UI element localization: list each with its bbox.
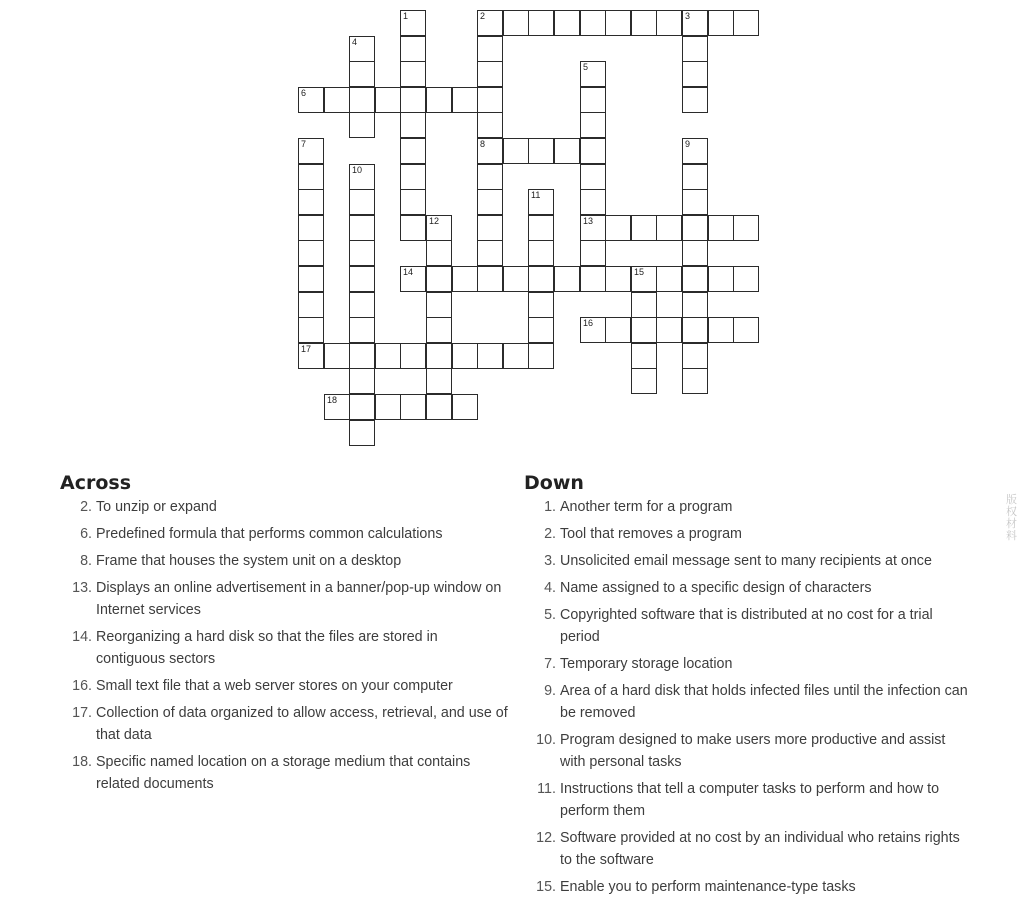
grid-cell[interactable] xyxy=(426,292,452,318)
grid-cell[interactable] xyxy=(324,343,350,369)
grid-cell[interactable] xyxy=(708,266,734,292)
grid-cell[interactable] xyxy=(349,61,375,87)
grid-cell[interactable] xyxy=(580,87,606,113)
grid-cell[interactable] xyxy=(580,138,606,164)
clue-number-label: 12 xyxy=(429,216,440,226)
grid-cell[interactable] xyxy=(528,343,554,369)
across-clue xyxy=(60,523,510,545)
down-clue xyxy=(524,729,969,773)
grid-cell[interactable] xyxy=(733,266,759,292)
grid-cell[interactable] xyxy=(426,394,452,420)
grid-cell[interactable] xyxy=(554,138,580,164)
down-clue-list xyxy=(524,496,969,903)
grid-cell[interactable] xyxy=(426,266,452,292)
grid-cell[interactable] xyxy=(477,343,503,369)
clue-number: 13. xyxy=(72,580,92,596)
clue-number: 8. xyxy=(80,553,92,569)
across-clue-list xyxy=(60,496,510,800)
grid-cell[interactable] xyxy=(682,266,708,292)
grid-cell[interactable] xyxy=(324,394,350,420)
clue-text: Collection of data organized to allow access, retrieval, and use of that data xyxy=(96,705,508,743)
grid-cell[interactable] xyxy=(528,10,554,36)
clue-number-label: 6 xyxy=(301,88,307,98)
grid-cell[interactable] xyxy=(503,266,529,292)
grid-cell[interactable] xyxy=(298,240,324,266)
grid-cell[interactable] xyxy=(682,292,708,318)
down-clue xyxy=(524,827,969,871)
grid-cell[interactable] xyxy=(426,240,452,266)
down-clue xyxy=(524,496,969,518)
grid-cell[interactable] xyxy=(580,317,606,343)
clue-text: Temporary storage location xyxy=(560,656,733,672)
grid-cell[interactable] xyxy=(605,215,631,241)
grid-cell[interactable] xyxy=(580,10,606,36)
clue-text: Unsolicited email message sent to many recipients at once xyxy=(560,553,932,569)
across-clue xyxy=(60,577,510,621)
grid-cell[interactable] xyxy=(477,87,503,113)
across-clue xyxy=(60,751,510,795)
grid-cell[interactable] xyxy=(477,36,503,62)
grid-cell[interactable] xyxy=(580,240,606,266)
grid-cell[interactable] xyxy=(298,343,324,369)
grid-cell[interactable] xyxy=(298,164,324,190)
down-clue xyxy=(524,778,969,822)
grid-cell[interactable] xyxy=(503,10,529,36)
grid-cell[interactable] xyxy=(400,10,426,36)
grid-cell[interactable] xyxy=(580,189,606,215)
clue-text: Instructions that tell a computer tasks to perform and how to perform them xyxy=(560,781,940,819)
grid-cell[interactable] xyxy=(528,240,554,266)
clue-number: 5. xyxy=(544,607,556,623)
clue-number-label: 13 xyxy=(583,216,594,226)
grid-cell[interactable] xyxy=(631,266,657,292)
clue-number: 1. xyxy=(544,499,556,515)
grid-cell[interactable] xyxy=(452,394,478,420)
grid-cell[interactable] xyxy=(477,215,503,241)
grid-cell[interactable] xyxy=(528,138,554,164)
grid-cell[interactable] xyxy=(682,61,708,87)
clue-text: Enable you to perform maintenance-type tasks xyxy=(560,879,856,895)
grid-cell[interactable] xyxy=(682,10,708,36)
grid-cell[interactable] xyxy=(298,87,324,113)
grid-cell[interactable] xyxy=(298,317,324,343)
grid-cell[interactable] xyxy=(375,394,401,420)
clue-number: 11. xyxy=(537,781,556,797)
clue-text: Reorganizing a hard disk so that the files are stored in contiguous sectors xyxy=(96,629,438,667)
grid-cell[interactable] xyxy=(477,112,503,138)
clue-number-label: 8 xyxy=(480,139,486,149)
grid-cell[interactable] xyxy=(400,61,426,87)
copyright-watermark: 版权材料 xyxy=(1006,494,1017,542)
grid-cell[interactable] xyxy=(528,317,554,343)
down-heading: Down xyxy=(524,472,584,494)
clue-number: 3. xyxy=(544,553,556,569)
grid-cell[interactable] xyxy=(733,317,759,343)
clue-number: 7. xyxy=(544,656,556,672)
clue-number-label: 7 xyxy=(301,139,307,149)
grid-cell[interactable] xyxy=(426,317,452,343)
down-clue xyxy=(524,653,969,675)
clue-number-label: 9 xyxy=(685,139,691,149)
clue-text: Predefined formula that performs common calculations xyxy=(96,526,443,542)
across-clue xyxy=(60,626,510,670)
clue-number-label: 5 xyxy=(583,62,589,72)
grid-cell[interactable] xyxy=(580,266,606,292)
across-heading: Across xyxy=(60,472,132,494)
grid-cell[interactable] xyxy=(400,266,426,292)
clue-number: 9. xyxy=(544,683,556,699)
grid-cell[interactable] xyxy=(375,343,401,369)
grid-cell[interactable] xyxy=(349,36,375,62)
grid-cell[interactable] xyxy=(656,10,682,36)
across-clue xyxy=(60,550,510,572)
clue-number-label: 18 xyxy=(327,395,338,405)
grid-cell[interactable] xyxy=(324,87,350,113)
clue-number-label: 16 xyxy=(583,318,594,328)
grid-cell[interactable] xyxy=(400,87,426,113)
grid-cell[interactable] xyxy=(349,87,375,113)
grid-cell[interactable] xyxy=(426,87,452,113)
grid-cell[interactable] xyxy=(400,189,426,215)
clue-text: To unzip or expand xyxy=(96,499,217,515)
across-clue xyxy=(60,675,510,697)
clue-text: Program designed to make users more productive and assist with personal tasks xyxy=(560,732,946,770)
grid-cell[interactable] xyxy=(656,266,682,292)
grid-cell[interactable] xyxy=(349,266,375,292)
clue-text: Specific named location on a storage medium that contains related documents xyxy=(96,754,471,792)
grid-cell[interactable] xyxy=(708,10,734,36)
grid-cell[interactable] xyxy=(682,343,708,369)
grid-cell[interactable] xyxy=(656,317,682,343)
grid-cell[interactable] xyxy=(631,368,657,394)
grid-cell[interactable] xyxy=(580,112,606,138)
grid-cell[interactable] xyxy=(452,87,478,113)
grid-cell[interactable] xyxy=(349,368,375,394)
grid-cell[interactable] xyxy=(452,343,478,369)
clue-number: 6. xyxy=(80,526,92,542)
grid-cell[interactable] xyxy=(349,189,375,215)
grid-cell[interactable] xyxy=(426,368,452,394)
grid-cell[interactable] xyxy=(298,138,324,164)
clue-number: 2. xyxy=(544,526,556,542)
grid-cell[interactable] xyxy=(452,266,478,292)
grid-cell[interactable] xyxy=(426,215,452,241)
grid-cell[interactable] xyxy=(349,317,375,343)
grid-cell[interactable] xyxy=(400,112,426,138)
grid-cell[interactable] xyxy=(477,189,503,215)
grid-cell[interactable] xyxy=(503,343,529,369)
grid-cell[interactable] xyxy=(554,10,580,36)
grid-cell[interactable] xyxy=(605,317,631,343)
down-clue xyxy=(524,577,969,599)
clue-number-label: 4 xyxy=(352,37,358,47)
grid-cell[interactable] xyxy=(682,368,708,394)
grid-cell[interactable] xyxy=(528,189,554,215)
grid-cell[interactable] xyxy=(682,138,708,164)
clue-number-label: 2 xyxy=(480,11,486,21)
down-clue xyxy=(524,680,969,724)
clue-number-label: 15 xyxy=(634,267,645,277)
clue-text: Displays an online advertisement in a banner/pop-up window on Internet services xyxy=(96,580,502,618)
clue-number-label: 14 xyxy=(403,267,414,277)
clue-number-label: 3 xyxy=(685,11,691,21)
down-clue xyxy=(524,604,969,648)
grid-cell[interactable] xyxy=(682,164,708,190)
grid-cell[interactable] xyxy=(349,112,375,138)
grid-cell[interactable] xyxy=(400,138,426,164)
grid-cell[interactable] xyxy=(605,10,631,36)
grid-cell[interactable] xyxy=(477,266,503,292)
grid-cell[interactable] xyxy=(528,266,554,292)
grid-cell[interactable] xyxy=(631,317,657,343)
across-clue xyxy=(60,702,510,746)
grid-cell[interactable] xyxy=(631,292,657,318)
clue-number: 12. xyxy=(536,830,556,846)
grid-cell[interactable] xyxy=(631,215,657,241)
clue-text: Another term for a program xyxy=(560,499,733,515)
grid-cell[interactable] xyxy=(298,215,324,241)
clue-text: Tool that removes a program xyxy=(560,526,742,542)
grid-cell[interactable] xyxy=(349,164,375,190)
grid-cell[interactable] xyxy=(733,215,759,241)
grid-cell[interactable] xyxy=(554,266,580,292)
clue-text: Frame that houses the system unit on a desktop xyxy=(96,553,402,569)
grid-cell[interactable] xyxy=(349,420,375,446)
grid-cell[interactable] xyxy=(528,215,554,241)
down-clue xyxy=(524,550,969,572)
crossword-grid xyxy=(0,0,1024,450)
grid-cell[interactable] xyxy=(682,189,708,215)
grid-cell[interactable] xyxy=(400,164,426,190)
grid-cell[interactable] xyxy=(682,36,708,62)
grid-cell[interactable] xyxy=(477,138,503,164)
clue-text: Small text file that a web server stores on your computer xyxy=(96,678,453,694)
clue-text: Area of a hard disk that holds infected files until the infection can be removed xyxy=(560,683,968,721)
grid-cell[interactable] xyxy=(528,292,554,318)
grid-cell[interactable] xyxy=(631,343,657,369)
clue-number: 15. xyxy=(536,879,556,895)
clue-number-label: 1 xyxy=(403,11,409,21)
grid-cell[interactable] xyxy=(400,215,426,241)
grid-cell[interactable] xyxy=(298,266,324,292)
clue-number: 16. xyxy=(72,678,92,694)
clue-number: 18. xyxy=(72,754,92,770)
grid-cell[interactable] xyxy=(349,343,375,369)
clue-number: 14. xyxy=(72,629,92,645)
clue-text: Copyrighted software that is distributed at no cost for a trial period xyxy=(560,607,933,645)
grid-cell[interactable] xyxy=(656,215,682,241)
down-clue xyxy=(524,523,969,545)
grid-cell[interactable] xyxy=(298,189,324,215)
down-clue xyxy=(524,876,969,898)
grid-cell[interactable] xyxy=(503,138,529,164)
grid-cell[interactable] xyxy=(426,343,452,369)
clue-text: Name assigned to a specific design of characters xyxy=(560,580,872,596)
clue-number: 10. xyxy=(536,732,556,748)
grid-cell[interactable] xyxy=(580,164,606,190)
grid-cell[interactable] xyxy=(682,87,708,113)
grid-cell[interactable] xyxy=(298,292,324,318)
grid-cell[interactable] xyxy=(631,10,657,36)
clue-number-label: 11 xyxy=(531,190,541,200)
grid-cell[interactable] xyxy=(708,317,734,343)
across-clue xyxy=(60,496,510,518)
grid-cell[interactable] xyxy=(733,10,759,36)
grid-cell[interactable] xyxy=(349,240,375,266)
grid-cell[interactable] xyxy=(708,215,734,241)
grid-cell[interactable] xyxy=(477,61,503,87)
grid-cell[interactable] xyxy=(477,164,503,190)
grid-cell[interactable] xyxy=(682,215,708,241)
clue-number-label: 10 xyxy=(352,165,363,175)
grid-cell[interactable] xyxy=(477,10,503,36)
grid-cell[interactable] xyxy=(349,394,375,420)
grid-cell[interactable] xyxy=(349,215,375,241)
clue-text: Software provided at no cost by an individual who retains rights to the software xyxy=(560,830,960,868)
grid-cell[interactable] xyxy=(375,87,401,113)
clue-number: 4. xyxy=(544,580,556,596)
grid-cell[interactable] xyxy=(400,343,426,369)
grid-cell[interactable] xyxy=(682,240,708,266)
grid-cell[interactable] xyxy=(477,240,503,266)
clue-number: 17. xyxy=(72,705,92,721)
grid-cell[interactable] xyxy=(580,215,606,241)
clue-number-label: 17 xyxy=(301,344,312,354)
grid-cell[interactable] xyxy=(400,394,426,420)
grid-cell[interactable] xyxy=(580,61,606,87)
grid-cell[interactable] xyxy=(605,266,631,292)
grid-cell[interactable] xyxy=(349,292,375,318)
grid-cell[interactable] xyxy=(682,317,708,343)
grid-cell[interactable] xyxy=(400,36,426,62)
clue-number: 2. xyxy=(80,499,92,515)
